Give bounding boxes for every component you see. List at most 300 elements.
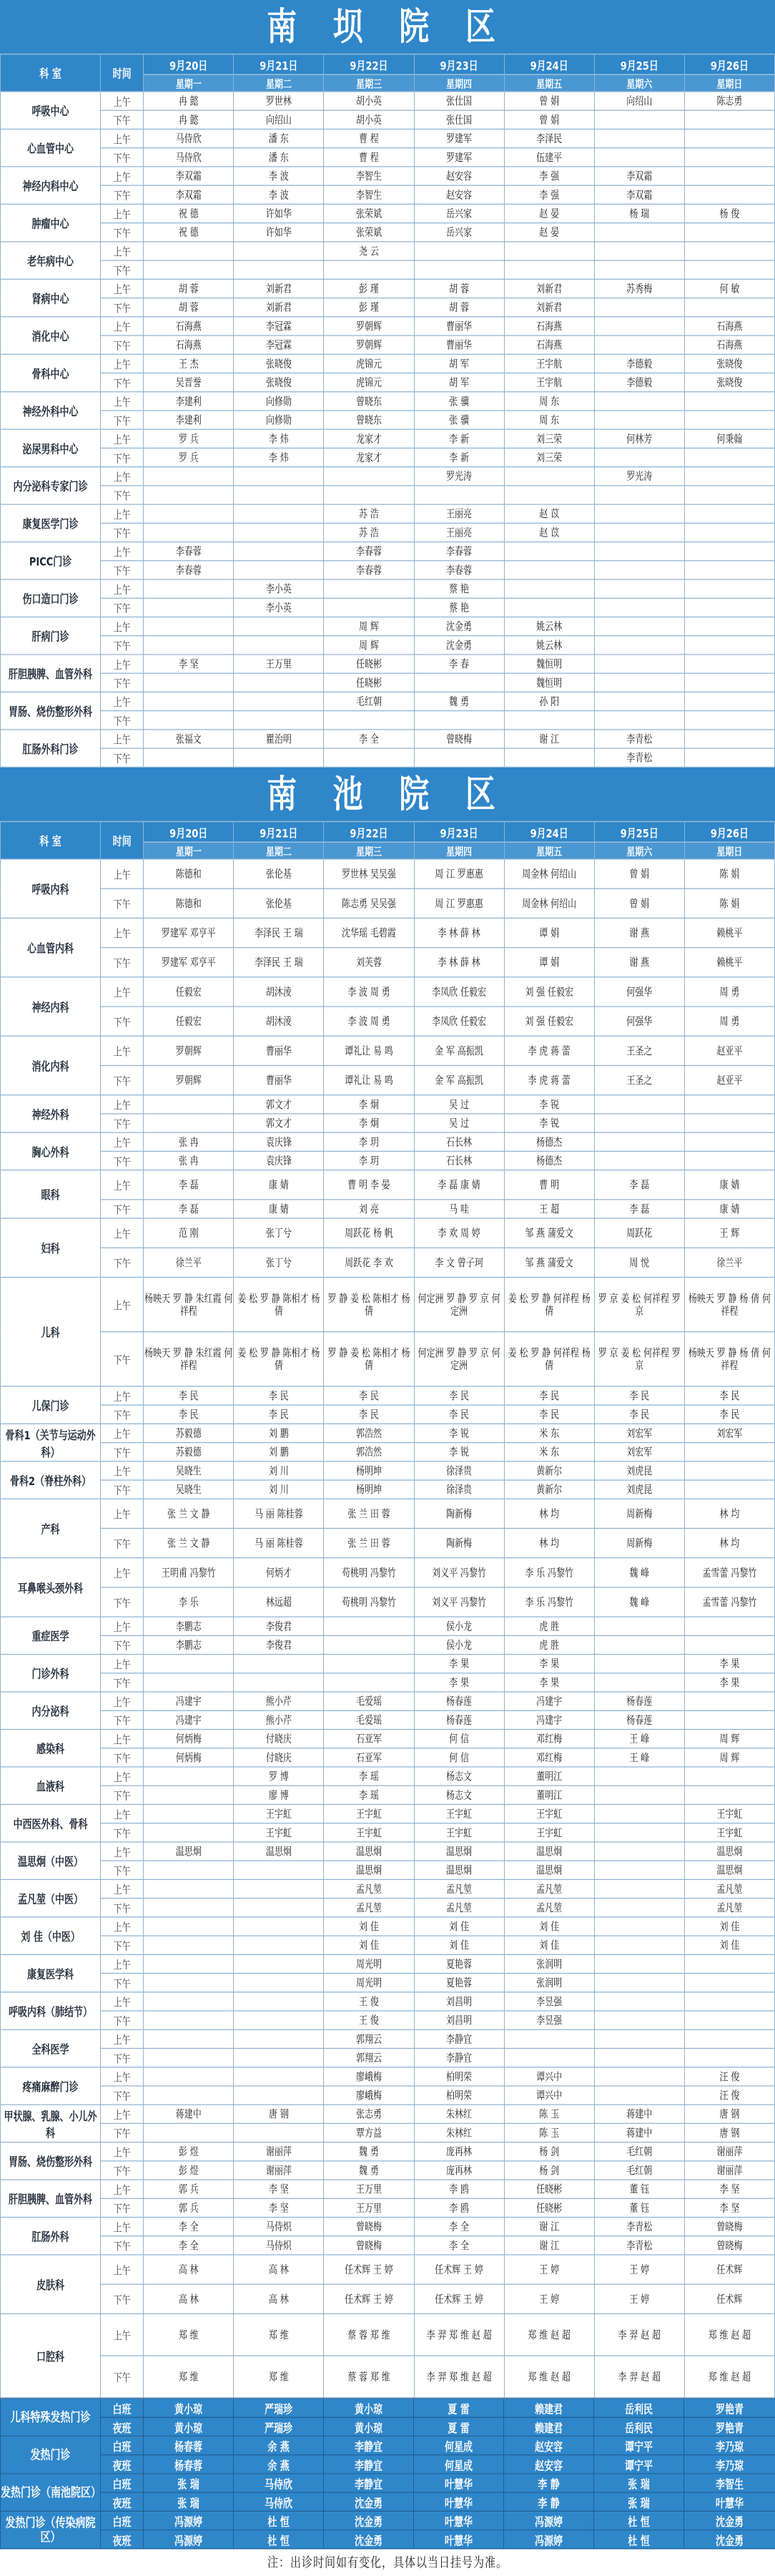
doctor-cell: 赖建君 (504, 2399, 594, 2417)
doctor-cell (144, 504, 234, 523)
table-row (1, 1218, 775, 1248)
doctor-cell (684, 579, 774, 598)
doctor-cell: 何 信 (414, 1748, 504, 1767)
table-row (1, 1424, 775, 1442)
session-time: 下午 (101, 110, 144, 129)
session-time: 下午 (101, 1710, 144, 1729)
doctor-cell: 毛爱瑶 (324, 1710, 414, 1729)
table-row (1, 692, 775, 710)
session-time: 下午 (101, 1007, 144, 1036)
doctor-cell (594, 2029, 684, 2048)
session-time: 上午 (101, 1767, 144, 1786)
doctor-cell: 姜 松 罗 静 陈相才 杨 倩 (234, 1332, 324, 1386)
department-name: 肛肠外科门诊 (1, 730, 101, 767)
doctor-cell: 刘宏军 (594, 1424, 684, 1442)
doctor-cell (234, 2067, 324, 2086)
shift-label: 白班 (101, 2474, 144, 2492)
department-name: 消化内科 (1, 1036, 101, 1094)
doctor-cell: 刘新君 (504, 298, 594, 317)
doctor-cell (684, 617, 774, 635)
session-time: 下午 (101, 1248, 144, 1277)
doctor-cell: 曹 程 (324, 148, 414, 167)
doctor-cell (144, 1655, 234, 1673)
doctor-cell: 周 勇 (684, 977, 774, 1007)
doctor-cell: 马 丽 陈桂蓉 (234, 1528, 324, 1557)
doctor-cell (144, 2086, 234, 2105)
doctor-cell: 周 辉 (684, 1730, 774, 1748)
table-row (1, 1786, 775, 1804)
doctor-cell: 向绍山 (594, 92, 684, 110)
doctor-cell: 何炳梅 (144, 1730, 234, 1748)
doctor-cell: 李 果 (504, 1673, 594, 1692)
doctor-cell: 罗 静 姜 松 陈相才 杨 倩 (324, 1332, 414, 1386)
doctor-cell: 祝 德 (144, 204, 234, 222)
doctor-cell: 周 悦 (594, 1248, 684, 1277)
table-row (1, 859, 775, 888)
department-name: 孟凡堃（中医） (1, 1879, 101, 1916)
doctor-cell: 李 民 (684, 1386, 774, 1405)
doctor-cell: 魏 勇 (324, 2161, 414, 2180)
doctor-cell: 胡沐淩 (234, 1007, 324, 1036)
header-cell: 科 室 (1, 54, 101, 92)
doctor-cell: 廖峨梅 (324, 2067, 414, 2086)
doctor-cell: 张 冉 (144, 1132, 234, 1151)
doctor-cell: 柏明荣 (414, 2067, 504, 2086)
doctor-cell: 米 东 (504, 1424, 594, 1442)
weekday-cell: 星期一 (144, 842, 234, 859)
doctor-cell: 石亚军 (324, 1748, 414, 1767)
table-row (1, 2236, 775, 2255)
doctor-cell (144, 1786, 234, 1804)
doctor-cell: 郭文才 (234, 1095, 324, 1114)
doctor-cell: 李乃琼 (684, 2437, 775, 2455)
doctor-cell: 谢 燕 (594, 948, 684, 977)
doctor-cell (234, 486, 324, 504)
department-name: 产科 (1, 1499, 101, 1557)
doctor-cell (594, 1786, 684, 1804)
doctor-cell (504, 242, 594, 260)
doctor-cell: 任术辉 王 婷 (414, 2284, 504, 2313)
doctor-cell: 郭浩然 (324, 1424, 414, 1442)
doctor-cell: 郑 维 赵 超 (504, 2313, 594, 2356)
department-name: 血液科 (1, 1767, 101, 1804)
doctor-cell (594, 1132, 684, 1151)
table-row (1, 129, 775, 147)
doctor-cell: 李凤欣 任毅宏 (414, 977, 504, 1007)
doctor-cell (684, 148, 774, 167)
doctor-cell: 赵安容 (414, 167, 504, 185)
doctor-cell: 杨 瑞 (594, 204, 684, 222)
doctor-cell: 龙家才 (324, 429, 414, 448)
doctor-cell: 罗朝辉 (324, 317, 414, 336)
session-time: 上午 (101, 1879, 144, 1898)
doctor-cell: 岳兴家 (414, 223, 504, 242)
doctor-cell: 李冠霖 (234, 317, 324, 336)
doctor-cell (324, 260, 414, 279)
department-name: 心血管中心 (1, 129, 101, 166)
doctor-cell (594, 148, 684, 167)
doctor-cell: 李 炜 (234, 448, 324, 466)
session-time: 上午 (101, 504, 144, 523)
doctor-cell: 王 俊 (324, 2011, 414, 2029)
department-name: 神经外科中心 (1, 392, 101, 429)
session-time: 上午 (101, 1655, 144, 1673)
doctor-cell: 李青松 (594, 2236, 684, 2255)
table-row (1, 486, 775, 504)
header-cell: 9月26日 (684, 821, 774, 842)
doctor-cell: 陈 娟 (684, 888, 774, 918)
doctor-cell (594, 1095, 684, 1114)
doctor-cell: 孟凡堃 (684, 1879, 774, 1898)
doctor-cell (594, 298, 684, 317)
doctor-cell: 谭礼让 易 鸣 (324, 1065, 414, 1094)
doctor-cell (684, 129, 774, 147)
doctor-cell: 苏 浩 (324, 504, 414, 523)
doctor-cell: 袁庆锋 (234, 1151, 324, 1170)
department-name: 眼科 (1, 1170, 101, 1218)
doctor-cell (144, 2011, 234, 2029)
doctor-cell: 胡小英 (324, 92, 414, 110)
doctor-cell (684, 223, 774, 242)
doctor-cell (594, 617, 684, 635)
doctor-cell: 董 钰 (594, 2198, 684, 2217)
session-time: 上午 (101, 579, 144, 598)
session-time: 下午 (101, 1151, 144, 1170)
doctor-cell (234, 1954, 324, 1973)
doctor-cell (324, 1635, 414, 1654)
doctor-cell: 杨春莲 (414, 1710, 504, 1729)
doctor-cell (594, 1842, 684, 1861)
doctor-cell: 刘 佳 (684, 1917, 774, 1936)
doctor-cell (414, 748, 504, 767)
footer-note: 注：出诊时间如有变化，具体以当日挂号为准。 (0, 2550, 775, 2576)
doctor-cell (594, 598, 684, 617)
doctor-cell (684, 1095, 774, 1114)
doctor-cell: 刘 佳 (504, 1917, 594, 1936)
doctor-cell (414, 260, 504, 279)
header-cell: 9月25日 (594, 821, 684, 842)
doctor-cell: 刘三荣 (504, 429, 594, 448)
table-row (1, 2356, 775, 2398)
table-row (1, 223, 775, 242)
doctor-cell: 刘三荣 (504, 448, 594, 466)
weekday-cell: 星期三 (324, 74, 414, 92)
table-row (1, 504, 775, 523)
doctor-cell: 毛红朝 (594, 2161, 684, 2180)
table-row (1, 523, 775, 542)
doctor-cell: 谭礼让 易 鸣 (324, 1036, 414, 1065)
doctor-cell: 李春蓉 (324, 561, 414, 579)
fever-row (1, 2417, 775, 2436)
doctor-cell: 罗建军 邓亨平 (144, 918, 234, 947)
doctor-cell: 杜 恒 (594, 2511, 684, 2530)
session-time: 上午 (101, 317, 144, 336)
doctor-cell (144, 242, 234, 260)
doctor-cell: 李 瑶 (324, 1767, 414, 1786)
doctor-cell: 周跃花 李 欢 (324, 1248, 414, 1277)
doctor-cell: 黄小琼 (324, 2399, 414, 2417)
session-time: 上午 (101, 354, 144, 373)
doctor-cell: 康 婧 (684, 1170, 774, 1200)
doctor-cell: 周新梅 (594, 1499, 684, 1528)
doctor-cell (504, 711, 594, 730)
doctor-cell: 李鹏志 (144, 1635, 234, 1654)
doctor-cell: 周 勇 (684, 1007, 774, 1036)
department-name: 胃肠、烧伤整形外科 (1, 692, 101, 729)
doctor-cell (144, 711, 234, 730)
doctor-cell: 王万里 (234, 655, 324, 673)
doctor-cell: 杨德杰 (504, 1132, 594, 1151)
doctor-cell: 罗光涛 (414, 467, 504, 486)
doctor-cell: 杨德杰 (504, 1151, 594, 1170)
doctor-cell: 李 新 (414, 429, 504, 448)
doctor-cell: 彭 煜 (144, 2142, 234, 2161)
doctor-cell (144, 2123, 234, 2142)
doctor-cell: 周金林 何绍山 (504, 888, 594, 918)
doctor-cell: 罗 京 姜 松 何祥程 罗 京 (594, 1278, 684, 1332)
doctor-cell: 彭 煜 (144, 2161, 234, 2180)
doctor-cell: 赵 晏 (504, 204, 594, 222)
doctor-cell: 陈志勇 (684, 92, 774, 110)
doctor-cell: 李 文 曾子珂 (414, 1248, 504, 1277)
doctor-cell: 李德毅 (594, 373, 684, 391)
doctor-cell (234, 692, 324, 710)
doctor-cell: 沈金勇 (684, 2511, 775, 2530)
doctor-cell: 祝 德 (144, 223, 234, 242)
doctor-cell (144, 1879, 234, 1898)
doctor-cell: 李 果 (414, 1655, 504, 1673)
doctor-cell: 李青松 (594, 730, 684, 748)
doctor-cell (504, 2029, 594, 2048)
table-row (1, 354, 775, 373)
doctor-cell (504, 542, 594, 561)
doctor-cell: 曹 程 (324, 129, 414, 147)
table-row (1, 1065, 775, 1094)
doctor-cell: 任术辉 (684, 2255, 774, 2284)
department-name: 消化中心 (1, 317, 101, 354)
session-time: 上午 (101, 2255, 144, 2284)
doctor-cell: 郑 维 (144, 2313, 234, 2356)
doctor-cell: 邓红梅 (504, 1748, 594, 1767)
doctor-cell: 杨春莲 (414, 1692, 504, 1710)
table-row (1, 148, 775, 167)
doctor-cell (324, 1673, 414, 1692)
table-row (1, 1248, 775, 1277)
department-name: 康复医学科 (1, 1954, 101, 1992)
doctor-cell: 石海燕 (504, 336, 594, 354)
doctor-cell: 郭翔云 (324, 2029, 414, 2048)
doctor-cell (684, 673, 774, 692)
doctor-cell: 李 羿 郑 维 赵 超 (414, 2356, 504, 2398)
doctor-cell: 李 虎 蒋 蕾 (504, 1065, 594, 1094)
doctor-cell: 杜 恒 (234, 2511, 324, 2530)
fever-row (1, 2437, 775, 2455)
doctor-cell (594, 636, 684, 655)
doctor-cell: 吴晋誉 (144, 373, 234, 391)
fever-row (1, 2511, 775, 2530)
doctor-cell: 李小英 (234, 579, 324, 598)
session-time: 下午 (101, 561, 144, 579)
doctor-cell (414, 242, 504, 260)
doctor-cell (594, 1767, 684, 1786)
doctor-cell: 姜 松 罗 静 何祥程 杨 倩 (504, 1278, 594, 1332)
doctor-cell: 沈金勇 (414, 636, 504, 655)
doctor-cell: 杨明坤 (324, 1461, 414, 1480)
doctor-cell (684, 2029, 774, 2048)
doctor-cell: 黄小琼 (144, 2399, 234, 2417)
doctor-cell: 王宇虹 (414, 1823, 504, 1842)
doctor-cell: 陈 玉 (504, 2123, 594, 2142)
doctor-cell (234, 2011, 324, 2029)
header-cell: 9月26日 (684, 54, 774, 75)
doctor-cell: 郑 维 (234, 2313, 324, 2356)
weekday-cell: 星期六 (594, 74, 684, 92)
table-row (1, 1558, 775, 1587)
weekday-cell: 星期一 (144, 74, 234, 92)
table-row (1, 1899, 775, 1917)
doctor-cell: 罗建军 (414, 129, 504, 147)
doctor-cell: 谢丽萍 (684, 2142, 774, 2161)
doctor-cell: 李鹏志 (144, 1617, 234, 1635)
doctor-cell: 李双霜 (144, 167, 234, 185)
table-row (1, 1655, 775, 1673)
table-row (1, 1954, 775, 1973)
doctor-cell: 赵安容 (414, 185, 504, 204)
department-name: 康复医学门诊 (1, 504, 101, 542)
session-time: 下午 (101, 1114, 144, 1132)
doctor-cell (144, 1095, 234, 1114)
doctor-cell: 李 春 (414, 655, 504, 673)
doctor-cell: 张荣斌 (324, 223, 414, 242)
doctor-cell: 邹 燕 蒲爱文 (504, 1248, 594, 1277)
doctor-cell: 吴晓生 (144, 1461, 234, 1480)
doctor-cell: 赖建君 (504, 2417, 594, 2436)
doctor-cell: 李 玥 (324, 1151, 414, 1170)
doctor-cell: 杨志文 (414, 1767, 504, 1786)
doctor-cell: 王明甫 冯黎竹 (144, 1558, 234, 1587)
shift-label: 夜班 (101, 2455, 144, 2474)
doctor-cell: 沈金勇 (414, 617, 504, 635)
doctor-cell: 杨映天 罗 静 杨 倩 何祥程 (684, 1332, 774, 1386)
doctor-cell: 向修勋 (234, 392, 324, 411)
session-time: 下午 (101, 1200, 144, 1218)
session-time: 上午 (101, 1917, 144, 1936)
doctor-cell: 马侍欣 (234, 2492, 324, 2511)
department-name: 耳鼻喉头颈外科 (1, 1558, 101, 1617)
doctor-cell: 周光明 (324, 1974, 414, 1992)
doctor-cell: 李 锐 (414, 1443, 504, 1461)
doctor-cell: 张晓俊 (684, 373, 774, 391)
table-row (1, 1767, 775, 1786)
doctor-cell: 李 欢 周 婷 (414, 1218, 504, 1248)
doctor-cell: 李泽民 王 瑞 (234, 918, 324, 947)
doctor-cell: 刘 佳 (324, 1936, 414, 1954)
doctor-cell (234, 1655, 324, 1673)
doctor-cell (594, 1151, 684, 1170)
doctor-cell: 许如华 (234, 204, 324, 222)
doctor-cell: 金 军 高振凯 (414, 1036, 504, 1065)
doctor-cell (144, 748, 234, 767)
doctor-cell: 叶慧华 (684, 2492, 775, 2511)
doctor-cell: 曾晓梅 (684, 2218, 774, 2236)
doctor-cell (684, 467, 774, 486)
session-time: 下午 (101, 1861, 144, 1879)
doctor-cell: 林 均 (684, 1528, 774, 1557)
doctor-cell (684, 411, 774, 429)
session-time: 上午 (101, 1218, 144, 1248)
doctor-cell (324, 486, 414, 504)
doctor-cell (504, 467, 594, 486)
doctor-cell: 彭 瑾 (324, 279, 414, 298)
doctor-cell (594, 523, 684, 542)
doctor-cell (684, 1443, 774, 1461)
session-time: 下午 (101, 486, 144, 504)
doctor-cell: 李 磊 (144, 1170, 234, 1200)
table-row (1, 1443, 775, 1461)
table-row (1, 110, 775, 129)
doctor-cell: 罗 兵 (144, 448, 234, 466)
doctor-cell: 孟凡堃 (414, 1899, 504, 1917)
department-name: 口腔科 (1, 2313, 101, 2397)
doctor-cell (684, 242, 774, 260)
doctor-cell: 苏秀梅 (594, 279, 684, 298)
doctor-cell: 张丁兮 (234, 1218, 324, 1248)
doctor-cell: 杨春莲 (594, 1692, 684, 1710)
doctor-cell: 曾晓梅 (684, 2236, 774, 2255)
doctor-cell: 曾 娟 (594, 859, 684, 888)
doctor-cell: 刘芙蓉 (324, 948, 414, 977)
table-row (1, 1635, 775, 1654)
doctor-cell: 苏毅德 (144, 1443, 234, 1461)
session-time: 下午 (101, 1635, 144, 1654)
doctor-cell: 杨映天 罗 静 杨 倩 何祥程 (684, 1278, 774, 1332)
doctor-cell: 任晓彬 (504, 2198, 594, 2217)
session-time: 下午 (101, 2356, 144, 2398)
doctor-cell: 谭 娟 (504, 918, 594, 947)
doctor-cell (414, 486, 504, 504)
doctor-cell: 王丽亮 (414, 523, 504, 542)
doctor-cell: 刘新君 (234, 279, 324, 298)
header-cell: 9月24日 (504, 54, 594, 75)
doctor-cell: 李 民 (504, 1386, 594, 1405)
session-time: 下午 (101, 2048, 144, 2067)
doctor-cell (594, 542, 684, 561)
doctor-cell: 叶慧华 (414, 2492, 504, 2511)
doctor-cell: 高 林 (234, 2284, 324, 2313)
session-time: 上午 (101, 1804, 144, 1823)
doctor-cell: 张晓俊 (234, 354, 324, 373)
fever-row (1, 2474, 775, 2492)
session-time: 上午 (101, 1424, 144, 1442)
doctor-cell: 李 瑶 (324, 1786, 414, 1804)
doctor-cell: 曾晓梅 (324, 2218, 414, 2236)
table-row (1, 888, 775, 918)
doctor-cell: 王圣之 (594, 1036, 684, 1065)
doctor-cell: 刘新君 (234, 298, 324, 317)
doctor-cell (504, 598, 594, 617)
doctor-cell: 杨映天 罗 静 朱红霞 何祥程 (144, 1278, 234, 1332)
session-time: 上午 (101, 2029, 144, 2048)
doctor-cell (324, 711, 414, 730)
doctor-cell: 李 静 (504, 2492, 594, 2511)
session-time: 上午 (101, 1617, 144, 1635)
doctor-cell (234, 2029, 324, 2048)
table-row (1, 2161, 775, 2180)
doctor-cell: 康 婧 (234, 1170, 324, 1200)
doctor-cell (684, 298, 774, 317)
doctor-cell: 张 兰 文 静 (144, 1499, 234, 1528)
doctor-cell: 李 全 (144, 2236, 234, 2255)
